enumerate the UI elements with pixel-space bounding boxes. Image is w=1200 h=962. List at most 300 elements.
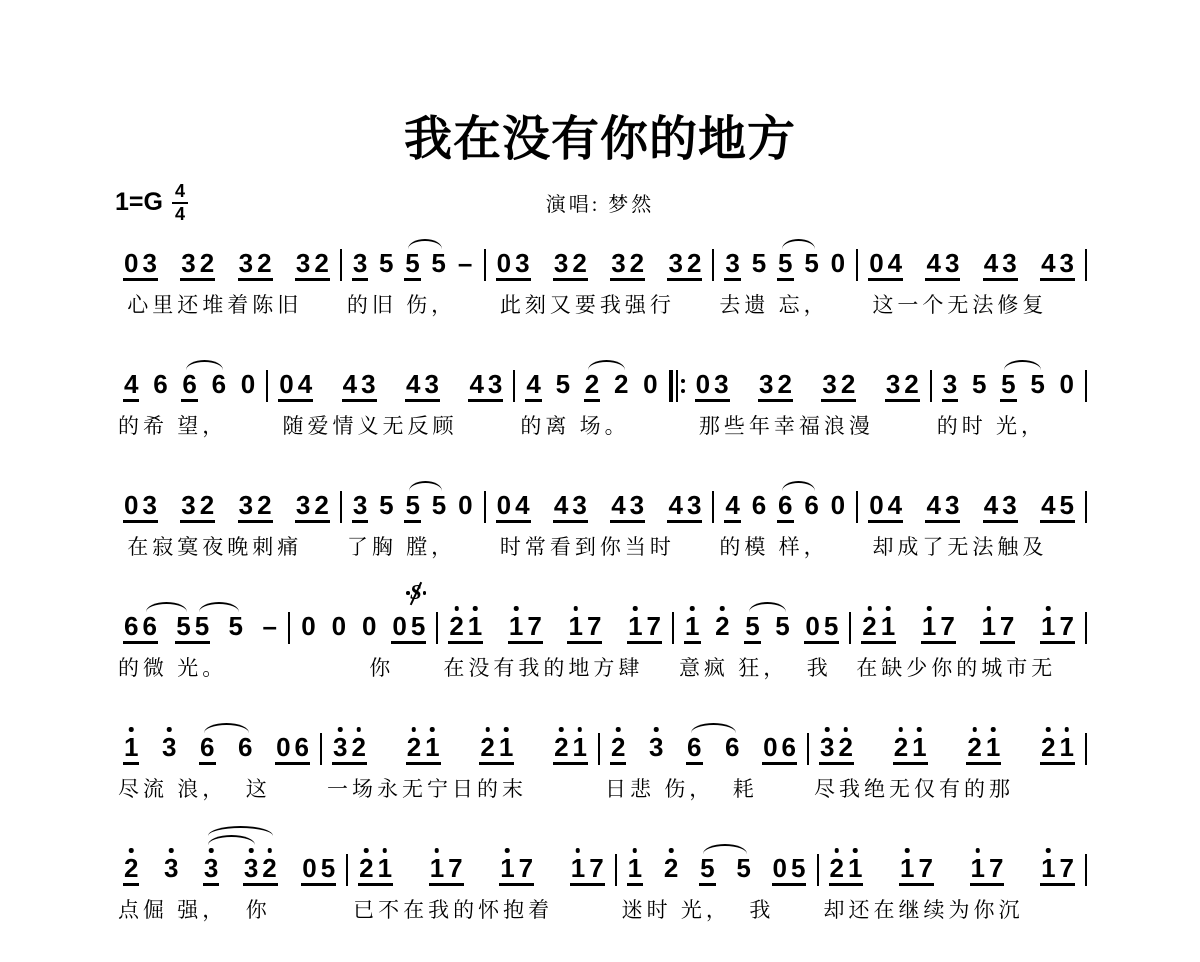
note: 3 xyxy=(942,369,958,399)
note: 7 xyxy=(999,611,1015,641)
rest-note: 0 xyxy=(1059,369,1074,399)
slur-arc xyxy=(199,602,239,614)
note-group xyxy=(457,250,474,281)
beamed-note-group xyxy=(942,371,958,402)
note-group xyxy=(431,492,447,523)
beamed-note-group xyxy=(667,492,702,523)
segno-s: S xyxy=(410,580,422,604)
note: 5 xyxy=(1030,369,1045,399)
beamed-note-group xyxy=(278,371,313,402)
rest-note: 0 xyxy=(869,248,884,278)
beamed-note-group xyxy=(983,492,1018,523)
note: 5 xyxy=(176,611,191,641)
measure-notes xyxy=(819,841,1085,886)
beamed-note-group xyxy=(921,613,956,644)
measure xyxy=(617,841,817,924)
measure-notes xyxy=(113,478,340,523)
beamed-note-group xyxy=(893,734,928,765)
beamed-note-group xyxy=(199,734,215,765)
lyric-text: 的微 光。 xyxy=(118,656,228,680)
note: 2 xyxy=(715,611,730,641)
note: 2 xyxy=(1041,732,1056,762)
note: 3 xyxy=(725,248,740,278)
rest-note: 0 xyxy=(805,611,820,641)
note: 3 xyxy=(553,248,569,278)
measure-notes xyxy=(113,599,288,644)
rest-note: 0 xyxy=(124,248,139,278)
note-group xyxy=(735,855,751,886)
beamed-note-group xyxy=(123,855,139,886)
slur-arc xyxy=(1004,360,1041,372)
note: 2 xyxy=(314,248,329,278)
beamed-note-group xyxy=(684,613,700,644)
segno-icon xyxy=(406,582,426,606)
lyric-text: 的模 样， xyxy=(719,535,829,559)
beamed-note-group xyxy=(448,613,483,644)
measure xyxy=(268,357,513,440)
lyric-text: 尽我绝无仅有的那 xyxy=(814,777,1014,801)
note: 3 xyxy=(238,248,254,278)
lyric-text: 的离 场。 xyxy=(520,414,630,438)
beamed-note-group xyxy=(695,371,730,402)
note: 3 xyxy=(820,732,835,762)
rest-note: 0 xyxy=(695,369,711,399)
note: 7 xyxy=(589,853,604,883)
note: 5 xyxy=(228,611,243,641)
note-group xyxy=(240,371,256,402)
measure-notes xyxy=(932,357,1085,402)
note: 3 xyxy=(611,248,626,278)
beamed-note-group xyxy=(868,250,903,281)
note-group xyxy=(361,613,377,644)
lyric-text: 心里还堆着陈旧 xyxy=(118,293,303,317)
note-group xyxy=(227,613,243,644)
beamed-note-group xyxy=(627,855,643,886)
score-line-6 xyxy=(113,841,1087,924)
repeat-thick-bar xyxy=(669,370,673,402)
note: 7 xyxy=(518,853,534,883)
rest-note: 0 xyxy=(643,369,658,399)
lyric-text: 在没有我的地方肆 xyxy=(443,656,644,680)
beamed-note-group xyxy=(980,613,1015,644)
beamed-note-group xyxy=(295,492,330,523)
note: 2 xyxy=(893,732,909,762)
lyric-text: 此刻又要我强行 xyxy=(490,293,675,317)
measure xyxy=(819,841,1085,924)
measure-notes xyxy=(809,720,1085,765)
note: 7 xyxy=(448,853,463,883)
note: 6 xyxy=(294,732,309,762)
measure xyxy=(674,599,849,682)
beamed-note-group xyxy=(899,855,934,886)
note-group xyxy=(714,613,730,644)
beamed-note-group xyxy=(885,371,920,402)
note: 1 xyxy=(847,853,863,883)
note: 6 xyxy=(211,369,227,399)
note: 3 xyxy=(944,490,960,520)
measure xyxy=(438,599,672,682)
slur-arc xyxy=(204,723,249,735)
note: 3 xyxy=(295,248,311,278)
rest-note: 0 xyxy=(830,248,846,278)
beamed-note-group xyxy=(468,371,503,402)
note: 5 xyxy=(405,248,420,278)
beamed-note-group xyxy=(499,855,534,886)
note: 5 xyxy=(823,611,839,641)
key-prefix: 1= xyxy=(115,188,144,217)
measure-notes xyxy=(268,357,513,402)
note: 3 xyxy=(361,369,376,399)
note: 2 xyxy=(862,611,877,641)
beamed-note-group xyxy=(567,613,602,644)
note: 3 xyxy=(424,369,439,399)
beamed-note-group xyxy=(203,855,219,886)
measure xyxy=(342,478,484,561)
note: 4 xyxy=(124,369,139,399)
note: 2 xyxy=(611,732,626,762)
note: 1 xyxy=(1041,853,1056,883)
measure xyxy=(858,236,1085,319)
measure-notes xyxy=(858,236,1085,281)
beamed-note-group xyxy=(238,492,273,523)
beamed-note-group xyxy=(295,250,330,281)
note: 2 xyxy=(314,490,329,520)
note: 5 xyxy=(431,248,446,278)
barline xyxy=(1085,370,1087,402)
beamed-note-group xyxy=(627,613,662,644)
note: 2 xyxy=(829,853,844,883)
note-group xyxy=(430,250,446,281)
beamed-note-group xyxy=(123,734,139,765)
note: 3 xyxy=(333,732,348,762)
note: 3 xyxy=(649,732,664,762)
note: 4 xyxy=(611,490,626,520)
note: 1 xyxy=(970,853,986,883)
beamed-note-group xyxy=(238,250,273,281)
note: 4 xyxy=(469,369,484,399)
rest-note: 0 xyxy=(458,490,473,520)
slur-arc xyxy=(782,481,815,493)
beamed-note-group xyxy=(868,492,903,523)
meta-row xyxy=(113,180,1087,226)
note: 2 xyxy=(262,853,277,883)
note: 6 xyxy=(182,369,197,399)
note: 3 xyxy=(822,369,837,399)
note: 3 xyxy=(944,248,960,278)
lyric-text: 一场永无宁日的末 xyxy=(327,777,527,801)
note: 3 xyxy=(759,369,774,399)
slur-arc xyxy=(408,239,442,251)
note: 1 xyxy=(467,611,483,641)
barline xyxy=(1085,733,1087,765)
beamed-note-group xyxy=(610,250,645,281)
measure-notes xyxy=(438,599,672,644)
note: 1 xyxy=(880,611,896,641)
note: 2 xyxy=(777,369,792,399)
note: 4 xyxy=(983,490,999,520)
measure-notes xyxy=(685,357,930,402)
barline xyxy=(1085,491,1087,523)
measure xyxy=(714,478,856,561)
beamed-note-group xyxy=(724,492,740,523)
note: 5 xyxy=(745,611,760,641)
rest-note: 0 xyxy=(301,611,316,641)
beamed-note-group xyxy=(925,250,960,281)
note: 3 xyxy=(572,490,587,520)
lyric-text: 在缺少你的城市无 xyxy=(856,656,1057,680)
note: 5 xyxy=(778,248,793,278)
note: 2 xyxy=(686,248,702,278)
measure xyxy=(342,236,484,319)
beamed-note-group xyxy=(553,734,588,765)
lyric-text: 你 xyxy=(295,656,395,680)
beamed-note-group xyxy=(180,492,215,523)
note: 2 xyxy=(199,248,215,278)
note-group xyxy=(331,613,347,644)
beamed-note-group xyxy=(724,250,740,281)
note: 6 xyxy=(153,369,168,399)
note: 4 xyxy=(526,369,541,399)
note: 7 xyxy=(940,611,955,641)
slur-arc xyxy=(691,723,736,735)
note: 3 xyxy=(1002,490,1017,520)
note: 3 xyxy=(1059,248,1075,278)
note: 4 xyxy=(926,490,941,520)
note: 3 xyxy=(203,853,219,883)
note: 1 xyxy=(498,732,514,762)
note: 4 xyxy=(926,248,941,278)
note: 6 xyxy=(200,732,215,762)
beamed-note-group xyxy=(342,371,377,402)
rest-note: 0 xyxy=(124,490,139,520)
beamed-note-group xyxy=(243,855,278,886)
beamed-note-group xyxy=(391,613,426,644)
time-signature-numerator: 4 xyxy=(172,182,188,204)
beamed-note-group xyxy=(404,250,420,281)
note-group xyxy=(642,371,658,402)
beamed-note-group xyxy=(777,250,793,281)
lyric-text: 随爱情义无反顾 xyxy=(273,414,458,438)
note: 2 xyxy=(480,732,495,762)
note: 5 xyxy=(804,248,819,278)
note: 1 xyxy=(124,732,139,762)
note-group xyxy=(152,371,168,402)
slur-arc xyxy=(186,360,223,372)
note: 5 xyxy=(736,853,751,883)
measure-notes xyxy=(674,599,849,644)
note: 1 xyxy=(1041,611,1056,641)
beamed-note-group xyxy=(123,371,139,402)
note: 5 xyxy=(379,490,394,520)
note: 3 xyxy=(885,369,901,399)
note: 2 xyxy=(257,490,272,520)
note: 4 xyxy=(983,248,999,278)
note: 2 xyxy=(904,369,919,399)
note-group xyxy=(830,250,846,281)
note-group xyxy=(457,492,473,523)
key-letter: G xyxy=(143,188,163,217)
lyric-text: 那些年幸福浪漫 xyxy=(689,414,874,438)
note-group xyxy=(300,613,316,644)
note-group xyxy=(1029,371,1045,402)
note: 6 xyxy=(781,732,796,762)
dash-note: – xyxy=(457,248,473,278)
lyric-text: 的时 光， xyxy=(936,414,1046,438)
beamed-note-group xyxy=(301,855,336,886)
note: 1 xyxy=(377,853,393,883)
beamed-note-group xyxy=(686,734,702,765)
measure xyxy=(348,841,614,924)
beamed-note-group xyxy=(804,613,839,644)
beamed-note-group xyxy=(332,734,367,765)
beamed-note-group xyxy=(667,250,702,281)
beamed-note-group xyxy=(479,734,514,765)
rest-note: 0 xyxy=(496,248,512,278)
note: 3 xyxy=(243,853,259,883)
measure-notes xyxy=(714,236,856,281)
note: 2 xyxy=(257,248,272,278)
lyric-text: 这一个无法修复 xyxy=(863,293,1048,317)
note: 4 xyxy=(1041,490,1056,520)
beamed-note-group xyxy=(777,492,793,523)
score-line-2 xyxy=(113,357,1087,440)
note: 7 xyxy=(989,853,1004,883)
beamed-note-group xyxy=(829,855,864,886)
note-group xyxy=(237,734,253,765)
score-line-5 xyxy=(113,720,1087,803)
beamed-note-group xyxy=(406,734,441,765)
measure-notes xyxy=(113,357,266,402)
note: 1 xyxy=(508,611,524,641)
note: 1 xyxy=(921,611,937,641)
note: 5 xyxy=(1059,490,1075,520)
note: 5 xyxy=(700,853,715,883)
note: 1 xyxy=(500,853,515,883)
beamed-note-group xyxy=(570,855,605,886)
measure-notes xyxy=(617,841,817,886)
rest-note: 0 xyxy=(869,490,884,520)
note: 7 xyxy=(646,611,661,641)
note-group xyxy=(803,250,819,281)
note-group xyxy=(971,371,987,402)
segno-dot xyxy=(406,591,410,595)
note-group xyxy=(161,734,177,765)
note: 1 xyxy=(900,853,915,883)
measure xyxy=(714,236,856,319)
measure xyxy=(113,236,340,319)
measure-notes xyxy=(851,599,1085,644)
beamed-note-group xyxy=(123,613,158,644)
time-signature-denominator: 4 xyxy=(174,203,185,224)
note: 4 xyxy=(342,369,358,399)
rest-note: 0 xyxy=(279,369,294,399)
note: 5 xyxy=(555,369,571,399)
beamed-note-group xyxy=(1040,492,1075,523)
measure xyxy=(851,599,1085,682)
beamed-note-group xyxy=(744,613,760,644)
lyric-text: 却还在继续为你沉 xyxy=(823,898,1024,922)
note: 1 xyxy=(572,732,587,762)
measure xyxy=(113,599,288,682)
measure-notes xyxy=(714,478,856,523)
note: 2 xyxy=(967,732,982,762)
note: 5 xyxy=(1001,369,1016,399)
note: 3 xyxy=(181,248,196,278)
segno-dot xyxy=(423,591,427,595)
beamed-note-group xyxy=(821,371,856,402)
note: 2 xyxy=(351,732,366,762)
rest-note: 0 xyxy=(240,369,256,399)
beamed-note-group xyxy=(496,492,531,523)
beamed-note-group xyxy=(772,855,807,886)
rest-note: 0 xyxy=(276,732,291,762)
measure-notes xyxy=(322,720,598,765)
beamed-note-group xyxy=(1000,371,1016,402)
note-group xyxy=(751,492,767,523)
note: 2 xyxy=(449,611,464,641)
measure-notes xyxy=(113,720,320,765)
beamed-note-group xyxy=(508,613,543,644)
note: 5 xyxy=(194,611,210,641)
lyric-text: 意疯 狂， 我 xyxy=(679,656,832,680)
measure xyxy=(113,357,266,440)
note: 3 xyxy=(238,490,254,520)
note: 3 xyxy=(181,490,196,520)
lyric-text: 迷时 光， 我 xyxy=(621,898,775,922)
note: 5 xyxy=(791,853,806,883)
note-group xyxy=(555,371,571,402)
lyric-text: 在寂寞夜晚刺痛 xyxy=(118,535,303,559)
note: 5 xyxy=(775,611,790,641)
slur-arc xyxy=(703,844,747,856)
beamed-note-group xyxy=(610,492,645,523)
note: 6 xyxy=(124,611,139,641)
note: 1 xyxy=(425,732,440,762)
note-group xyxy=(378,492,394,523)
note-group xyxy=(774,613,790,644)
note: 2 xyxy=(629,248,645,278)
measure-notes xyxy=(342,478,484,523)
note: 5 xyxy=(320,853,336,883)
note: 1 xyxy=(685,611,700,641)
note: 3 xyxy=(515,248,530,278)
beamed-note-group xyxy=(925,492,960,523)
measure-notes xyxy=(348,841,614,886)
slur-arc xyxy=(782,239,815,251)
slur-arc xyxy=(146,602,187,614)
measure-notes xyxy=(113,841,346,886)
beamed-note-group xyxy=(584,371,600,402)
measure-notes xyxy=(600,720,807,765)
note: 1 xyxy=(570,853,586,883)
note: 5 xyxy=(410,611,426,641)
note: 3 xyxy=(629,490,645,520)
note: 6 xyxy=(804,490,819,520)
note: 4 xyxy=(553,490,569,520)
note-group xyxy=(613,371,629,402)
note: 3 xyxy=(487,369,503,399)
score-line-3 xyxy=(113,478,1087,561)
note: 1 xyxy=(1059,732,1074,762)
measure xyxy=(858,478,1085,561)
lyric-text: 尽流 浪， 这 xyxy=(118,777,271,801)
note-group xyxy=(1059,371,1075,402)
note-group xyxy=(803,492,819,523)
rest-note: 0 xyxy=(830,490,846,520)
measure xyxy=(486,236,713,319)
rest-note: 0 xyxy=(772,853,787,883)
note: 5 xyxy=(971,369,987,399)
